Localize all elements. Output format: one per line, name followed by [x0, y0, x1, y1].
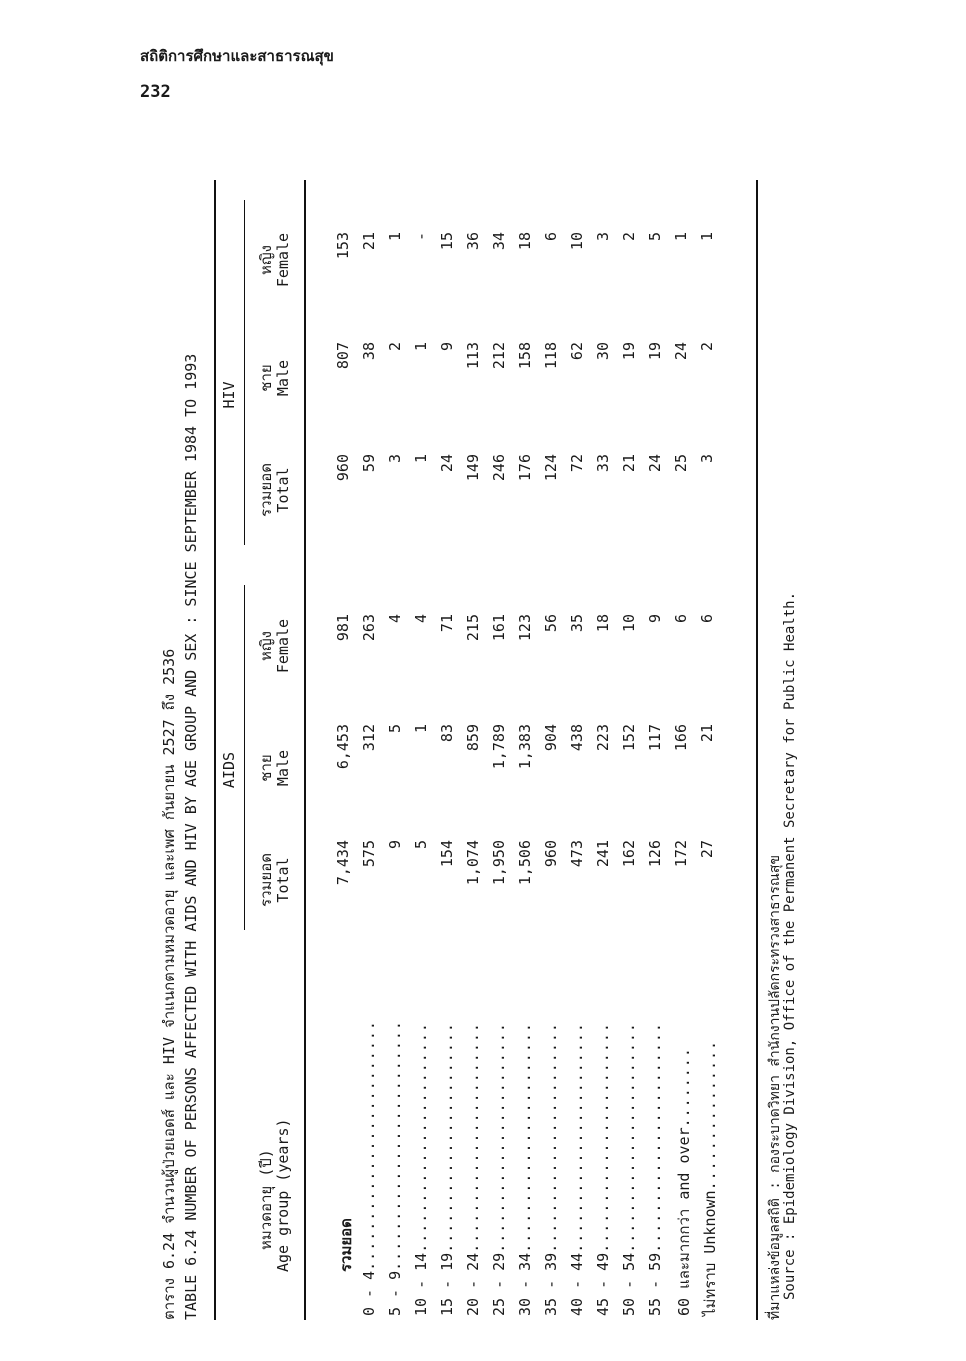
cell-hiv-total: 3 [386, 454, 404, 464]
cell-aids-total: 575 [360, 840, 378, 868]
cell-hiv-total: 25 [672, 454, 690, 473]
cell-aids-male: 83 [438, 724, 456, 743]
source-en: Source : Epidemiology Division, Office of the Permanent Secretary for Public Health. [782, 591, 798, 1300]
cell-aids-male: 438 [568, 724, 586, 752]
cell-hiv-male: 19 [620, 342, 638, 361]
hiv-female-th: หญิง [257, 245, 275, 275]
leader-dots: ........ [675, 1047, 693, 1128]
cell-aids-male: 1 [412, 724, 430, 734]
cell-aids-male: 117 [646, 724, 664, 752]
leader-dots: ....................... [516, 1022, 534, 1253]
top-rule [214, 180, 216, 1320]
aids-total-en: Total [274, 857, 292, 903]
cell-aids-total: 162 [620, 840, 638, 868]
row-label [672, 1047, 696, 1316]
cell-aids-total: 5 [412, 840, 430, 850]
cell-hiv-total: 24 [438, 454, 456, 473]
cell-aids-total: 154 [438, 840, 456, 868]
cell-aids-total: 241 [594, 840, 612, 868]
hiv-rule [244, 200, 245, 545]
cell-aids-male: 5 [386, 724, 404, 734]
cell-aids-total: 126 [646, 840, 664, 868]
cell-aids-female: 9 [646, 614, 664, 624]
row-label-text: 55 - 59 [646, 1252, 664, 1316]
header-rule [304, 180, 306, 1320]
cell-aids-male: 166 [672, 724, 690, 752]
row-label-text: 50 - 54 [620, 1252, 638, 1316]
cell-aids-female: 263 [360, 614, 378, 642]
table-block [158, 180, 798, 1320]
cell-hiv-male: 807 [334, 342, 352, 370]
age-header-th: หมวดอายุ (ปี) [257, 1149, 275, 1250]
cell-aids-male: 223 [594, 724, 612, 752]
leader-dots: ....................... [646, 1022, 664, 1253]
cell-aids-male: 152 [620, 724, 638, 752]
cell-hiv-male: 113 [464, 342, 482, 370]
leader-dots: ....................... [412, 1022, 430, 1253]
row-label-text: รวมยอด [337, 1218, 355, 1272]
cell-aids-female: 4 [386, 614, 404, 624]
cell-hiv-male: 118 [542, 342, 560, 370]
hiv-male-th: ชาย [257, 364, 275, 392]
cell-aids-total: 1,506 [516, 840, 534, 886]
cell-aids-female: 161 [490, 614, 508, 642]
cell-hiv-total: 24 [646, 454, 664, 473]
cell-aids-female: 215 [464, 614, 482, 642]
row-label [490, 1022, 508, 1316]
cell-aids-female: 10 [620, 614, 638, 633]
row-label-text: ไม่ทราบ Unknown [701, 1190, 719, 1316]
row-label-text: 40 - 44 [568, 1252, 586, 1316]
cell-aids-female: 71 [438, 614, 456, 633]
row-label-text: 60 และมากกว่า and over [675, 1127, 693, 1316]
hiv-total-th: รวมยอด [257, 463, 275, 517]
cell-hiv-female: 3 [594, 232, 612, 242]
cell-aids-male: 1,383 [516, 724, 534, 770]
leader-dots: ....................... [594, 1022, 612, 1253]
cell-hiv-male: 9 [438, 342, 456, 352]
aids-male-en: Male [274, 749, 292, 787]
cell-hiv-total: 3 [698, 454, 716, 464]
aids-male-th: ชาย [257, 754, 275, 782]
row-label [620, 1022, 638, 1316]
cell-aids-female: 981 [334, 614, 352, 642]
cell-hiv-male: 19 [646, 342, 664, 361]
table-title-th: ตาราง 6.24 จำนวนผู้ป่วยเอดส์ และ HIV จำแนกตามหมวดอายุ และเพศ กันยายน 2527 ถึง 2536 [160, 648, 178, 1320]
cell-aids-total: 9 [386, 840, 404, 850]
row-label [334, 1218, 358, 1272]
row-label-text: 25 - 29 [490, 1252, 508, 1316]
cell-aids-female: 56 [542, 614, 560, 633]
row-label [412, 1022, 430, 1316]
row-label [698, 1040, 722, 1316]
row-label-text: 15 - 19 [438, 1252, 456, 1316]
cell-hiv-total: 176 [516, 454, 534, 482]
aids-female-th: หญิง [257, 631, 275, 661]
bottom-rule [756, 180, 758, 1320]
cell-aids-male: 21 [698, 724, 716, 743]
cell-hiv-female: 1 [386, 232, 404, 242]
cell-hiv-female: 15 [438, 232, 456, 251]
row-label-text: 20 - 24 [464, 1252, 482, 1316]
cell-hiv-female: 153 [334, 232, 352, 260]
cell-hiv-female: 36 [464, 232, 482, 251]
cell-hiv-male: 62 [568, 342, 586, 361]
leader-dots: ............... [701, 1039, 719, 1191]
age-header-en: Age group (years) [274, 1118, 292, 1272]
cell-hiv-total: 33 [594, 454, 612, 473]
cell-aids-female: 35 [568, 614, 586, 633]
group-hiv: HIV [220, 381, 238, 409]
cell-aids-total: 1,074 [464, 840, 482, 886]
cell-hiv-total: 149 [464, 454, 482, 482]
row-label [516, 1022, 534, 1316]
cell-hiv-total: 72 [568, 454, 586, 473]
hiv-total-en: Total [274, 467, 292, 513]
cell-hiv-female: 5 [646, 232, 664, 242]
cell-aids-total: 1,950 [490, 840, 508, 886]
row-label-text: 0 - 4 [360, 1270, 378, 1316]
row-label [568, 1022, 586, 1316]
row-label-text: 5 - 9 [386, 1270, 404, 1316]
cell-hiv-female: 10 [568, 232, 586, 251]
cell-aids-female: 6 [698, 614, 716, 624]
leader-dots: ....................... [464, 1022, 482, 1253]
cell-hiv-male: 2 [386, 342, 404, 352]
cell-aids-female: 6 [672, 614, 690, 624]
cell-hiv-male: 30 [594, 342, 612, 361]
cell-aids-total: 960 [542, 840, 560, 868]
cell-aids-total: 27 [698, 840, 716, 859]
cell-aids-male: 6,453 [334, 724, 352, 770]
row-label [360, 1020, 378, 1316]
cell-hiv-total: 1 [412, 454, 430, 464]
row-label-text: 10 - 14 [412, 1252, 430, 1316]
row-label-text: 30 - 34 [516, 1252, 534, 1316]
cell-hiv-total: 246 [490, 454, 508, 482]
leader-dots: ......................... [386, 1020, 404, 1271]
cell-hiv-male: 158 [516, 342, 534, 370]
cell-hiv-male: 38 [360, 342, 378, 361]
cell-hiv-total: 59 [360, 454, 378, 473]
cell-hiv-male: 2 [698, 342, 716, 352]
aids-rule [244, 585, 245, 930]
leader-dots: ....................... [438, 1022, 456, 1253]
running-head: สถิติการศึกษาและสาธารณสุข [140, 47, 334, 65]
leader-dots: ....................... [490, 1022, 508, 1253]
cell-hiv-female: 21 [360, 232, 378, 251]
cell-hiv-male: 212 [490, 342, 508, 370]
row-label-text: 45 - 49 [594, 1252, 612, 1316]
cell-aids-female: 4 [412, 614, 430, 624]
source-th: ที่มาแหล่งข้อมูลสถิติ : กองระบาดวิทยา สำนักงานปลัดกระทรวงสาธารณสุข [767, 854, 783, 1320]
table-title-en: TABLE 6.24 NUMBER OF PERSONS AFFECTED WITH AIDS AND HIV BY AGE GROUP AND SEX : SINCE SEPTEMBER 1984 TO 1993 [182, 353, 200, 1320]
cell-hiv-female: 18 [516, 232, 534, 251]
cell-hiv-female: 6 [542, 232, 560, 242]
row-label [542, 1022, 560, 1316]
cell-hiv-female: 34 [490, 232, 508, 251]
cell-hiv-total: 960 [334, 454, 352, 482]
group-aids: AIDS [220, 751, 238, 789]
cell-hiv-female: 1 [698, 232, 716, 242]
leader-dots: ....................... [620, 1022, 638, 1253]
cell-hiv-total: 21 [620, 454, 638, 473]
cell-aids-male: 904 [542, 724, 560, 752]
cell-aids-male: 1,789 [490, 724, 508, 770]
hiv-female-en: Female [274, 232, 292, 288]
cell-aids-total: 7,434 [334, 840, 352, 886]
hiv-male-en: Male [274, 359, 292, 397]
cell-aids-female: 123 [516, 614, 534, 642]
aids-female-en: Female [274, 618, 292, 674]
leader-dots: ....................... [568, 1022, 586, 1253]
cell-aids-male: 312 [360, 724, 378, 752]
cell-hiv-total: 124 [542, 454, 560, 482]
row-label-text: 35 - 39 [542, 1252, 560, 1316]
aids-total-th: รวมยอด [257, 853, 275, 907]
cell-hiv-female: 2 [620, 232, 638, 242]
table-title [158, 354, 202, 1320]
cell-aids-female: 18 [594, 614, 612, 633]
cell-aids-total: 172 [672, 840, 690, 868]
row-label [464, 1022, 482, 1316]
cell-hiv-male: 1 [412, 342, 430, 352]
leader-dots: ....................... [542, 1022, 560, 1253]
row-label [386, 1020, 404, 1316]
cell-hiv-male: 24 [672, 342, 690, 361]
cell-hiv-female: 1 [672, 232, 690, 242]
page-number: 232 [140, 82, 171, 102]
row-label [594, 1022, 612, 1316]
cell-hiv-female: - [412, 232, 430, 242]
row-label [438, 1022, 456, 1316]
cell-aids-total: 473 [568, 840, 586, 868]
leader-dots: ......................... [360, 1020, 378, 1271]
row-label [646, 1022, 664, 1316]
cell-aids-male: 859 [464, 724, 482, 752]
